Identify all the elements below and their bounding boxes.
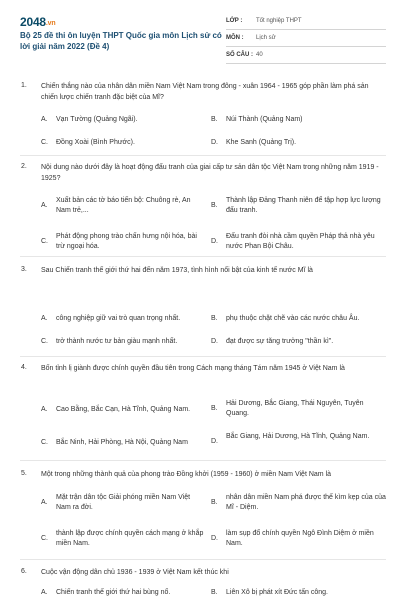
option-key: B. xyxy=(211,202,218,209)
meta-row-class xyxy=(226,13,386,30)
option-text: nhân dân miền Nam phá được thế kìm kẹp của của Mĩ - Diệm. xyxy=(226,494,386,511)
option-text: trở thành nước tư bản giàu mạnh nhất. xyxy=(56,338,178,345)
question-text: Nội dung nào dưới đây là hoạt động đấu tranh của giai cấp tư sản dân tộc Việt Nam trong những năm 1919 - 1925? xyxy=(41,164,379,182)
option-key: D. xyxy=(211,139,218,146)
option-key: B. xyxy=(211,589,218,596)
option-text: Chiến tranh thế giới thứ hai bùng nổ. xyxy=(56,589,171,596)
option-key: A. xyxy=(41,315,48,322)
logo-tld: .vn xyxy=(45,20,56,27)
question-number: 6. xyxy=(21,568,27,575)
option-text: Mặt trận dân tộc Giải phóng miền Nam Việt Nam ra đời. xyxy=(56,494,191,511)
question-number: 3. xyxy=(21,266,27,273)
option-key: D. xyxy=(211,338,218,345)
question-divider xyxy=(20,460,386,461)
question-text: Chiến thắng nào của nhân dân miền Nam Việt Nam trong đông - xuân 1964 - 1965 góp phần làm phá sản chiến lược chiến tranh đặc biệt của Mĩ? xyxy=(41,83,369,101)
meta-row-count xyxy=(226,47,386,64)
option-key: A. xyxy=(41,116,48,123)
question-number: 5. xyxy=(21,470,27,477)
option-key: C. xyxy=(41,338,48,345)
option-text: Bắc Giang, Hải Dương, Hà Tĩnh, Quảng Nam. xyxy=(226,433,370,440)
site-logo[interactable] xyxy=(20,15,55,29)
option-text: Thành lập Đảng Thanh niên để tập hợp lực lượng đấu tranh. xyxy=(226,197,381,214)
option-key: B. xyxy=(211,315,218,322)
meta-value: Tốt nghiệp THPT xyxy=(256,18,302,24)
option-key: A. xyxy=(41,202,48,209)
option-key: D. xyxy=(211,438,218,445)
option-text: Xuất bản các tờ báo tiến bộ: Chuông rè, An Nam trẻ,... xyxy=(56,197,191,214)
question-divider xyxy=(20,155,386,156)
option-key: C. xyxy=(41,535,48,542)
meta-key: MÔN : xyxy=(226,35,244,41)
option-key: C. xyxy=(41,439,48,446)
meta-key: SỐ CÂU : xyxy=(226,52,253,58)
option-text: Hải Dương, Bắc Giang, Thái Nguyên, Tuyên Quang. xyxy=(226,400,364,417)
option-text: Bắc Ninh, Hải Phòng, Hà Nội, Quảng Nam xyxy=(56,439,188,446)
question-text: Bốn tỉnh lị giành được chính quyền đầu tiên trong Cách mạng tháng Tám năm 1945 ở Việt Nam là xyxy=(41,365,345,372)
option-key: C. xyxy=(41,139,48,146)
question-number: 2. xyxy=(21,163,27,170)
option-key: A. xyxy=(41,499,48,506)
question-number: 4. xyxy=(21,364,27,371)
meta-value: Lịch sử xyxy=(256,35,276,41)
option-text: phụ thuộc chặt chẽ vào các nước châu Âu. xyxy=(226,315,360,322)
option-key: A. xyxy=(41,406,48,413)
option-text: Cao Bằng, Bắc Cạn, Hà Tĩnh, Quảng Nam. xyxy=(56,406,191,413)
option-text: Đồng Xoài (Bình Phước). xyxy=(56,139,135,146)
option-key: B. xyxy=(211,405,218,412)
document-header xyxy=(0,0,400,72)
option-text: đạt được sự tăng trưởng "thần kì". xyxy=(226,338,334,345)
document-title: Bộ 25 đề thi ôn luyện THPT Quốc gia môn Lịch sử có lời giải năm 2022 (Đề 4) xyxy=(20,31,222,51)
option-key: D. xyxy=(211,535,218,542)
option-key: B. xyxy=(211,116,218,123)
question-text: Một trong những thành quả của phong trào Đồng khởi (1959 - 1960) ở miền Nam Việt Nam là xyxy=(41,471,332,478)
option-text: Khe Sanh (Quảng Trị). xyxy=(226,139,297,146)
question-divider xyxy=(20,559,386,560)
meta-table xyxy=(226,13,386,64)
option-text: Đấu tranh đòi nhà cầm quyền Pháp thả nhà yêu nước Phan Bội Châu. xyxy=(226,233,375,250)
option-key: C. xyxy=(41,238,48,245)
meta-key: LỚP : xyxy=(226,18,243,24)
option-text: công nghiệp giữ vai trò quan trọng nhất. xyxy=(56,315,181,322)
option-text: Núi Thành (Quảng Nam) xyxy=(226,116,303,123)
question-number: 1. xyxy=(21,82,27,89)
question-divider xyxy=(20,256,386,257)
meta-row-subject xyxy=(226,30,386,47)
question-text: Sau Chiến tranh thế giới thứ hai đến năm 1973, tình hình nổi bật của kinh tế nước Mĩ là xyxy=(41,267,313,274)
option-text: thành lập được chính quyền cách mạng ở khắp miền Nam. xyxy=(56,530,204,547)
option-text: Phát động phong trào chấn hưng nội hóa, bài trừ ngoại hóa. xyxy=(56,233,197,250)
option-text: làm sụp đổ chính quyền Ngô Đình Diệm ở miền Nam. xyxy=(226,530,374,547)
meta-value: 40 xyxy=(256,52,263,58)
option-key: A. xyxy=(41,589,48,596)
question-text: Cuộc vận động dân chủ 1936 - 1939 ở Việt Nam kết thúc khi xyxy=(41,569,229,576)
logo-main: 2048 xyxy=(20,15,46,29)
option-key: B. xyxy=(211,499,218,506)
option-text: Vạn Tường (Quảng Ngãi). xyxy=(56,116,138,123)
option-text: Liên Xô bị phát xít Đức tấn công. xyxy=(226,589,328,596)
option-key: D. xyxy=(211,238,218,245)
question-divider xyxy=(20,356,386,357)
